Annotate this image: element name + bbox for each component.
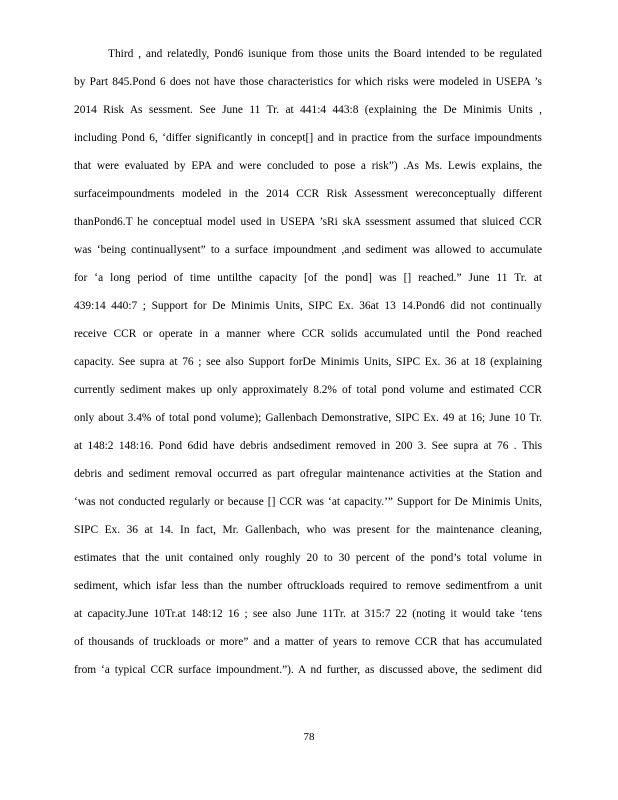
text-line: thanPond6.T he conceptual model used in USEPA ’sRi skA ssessment assumed that sluiced CCR (74, 216, 542, 228)
text-line: currently sediment makes up only approximately 8.2% of total pond volume and estimated CCR (74, 384, 542, 396)
text-line: capacity. See supra at 76 ; see also Support forDe Minimis Units, SIPC Ex. 36 at 18 (explaining (74, 356, 542, 368)
body-paragraph (74, 40, 542, 684)
text-line: of thousands of truckloads or more” and a matter of years to remove CCR that has accumulated (74, 636, 542, 648)
text-line: 439:14 440:7 ; Support for De Minimis Units, SIPC Ex. 36at 13 14.Pond6 did not continually (74, 300, 542, 312)
text-line: SIPC Ex. 36 at 14. In fact, Mr. Gallenbach, who was present for the maintenance cleaning, (74, 524, 542, 536)
text-line: that were evaluated by EPA and were concluded to pose a risk”) .As Ms. Lewis explains, the (74, 160, 542, 172)
page-number: 78 (303, 731, 315, 743)
text-line: debris and sediment removal occurred as part ofregular maintenance activities at the Station and (74, 468, 542, 480)
text-line: at 148:2 148:16. Pond 6did have debris andsediment removed in 200 3. See supra at 76 . This (74, 440, 542, 452)
text-line: surfaceimpoundments modeled in the 2014 CCR Risk Assessment wereconceptually different (74, 188, 542, 200)
text-line: only about 3.4% of total pond volume); Gallenbach Demonstrative, SIPC Ex. 49 at 16; June 10 Tr. (74, 412, 542, 424)
text-line: for ‘a long period of time untilthe capacity [of the pond] was [] reached.” June 11 Tr. at (74, 272, 542, 284)
text-line: including Pond 6, ‘differ significantly in concept[] and in practice from the surface impoundments (74, 132, 542, 144)
text-line: sediment, which isfar less than the number oftruckloads required to remove sedimentfrom a unit (74, 580, 542, 592)
text-line: 2014 Risk As sessment. See June 11 Tr. at 441:4 443:8 (explaining the De Minimis Units , (74, 104, 542, 116)
text-line: at capacity.June 10Tr.at 148:12 16 ; see also June 11Tr. at 315:7 22 (noting it would take ‘tens (74, 608, 542, 620)
text-line: from ‘a typical CCR surface impoundment.”). A nd further, as discussed above, the sediment did (74, 664, 542, 676)
text-line: receive CCR or operate in a manner where CCR solids accumulated until the Pond reached (74, 328, 542, 340)
text-line: was ‘being continuallysent” to a surface impoundment ,and sediment was allowed to accumulate (74, 244, 542, 256)
text-line: by Part 845.Pond 6 does not have those characteristics for which risks were modeled in USEPA ’s (74, 76, 542, 88)
text-line: estimates that the unit contained only roughly 20 to 30 percent of the pond’s total volume in (74, 552, 542, 564)
text-line: ‘was not conducted regularly or because [] CCR was ‘at capacity.’” Support for De Minimis Units, (74, 496, 542, 508)
text-line: Third , and relatedly, Pond6 isunique from those units the Board intended to be regulated (108, 48, 542, 60)
